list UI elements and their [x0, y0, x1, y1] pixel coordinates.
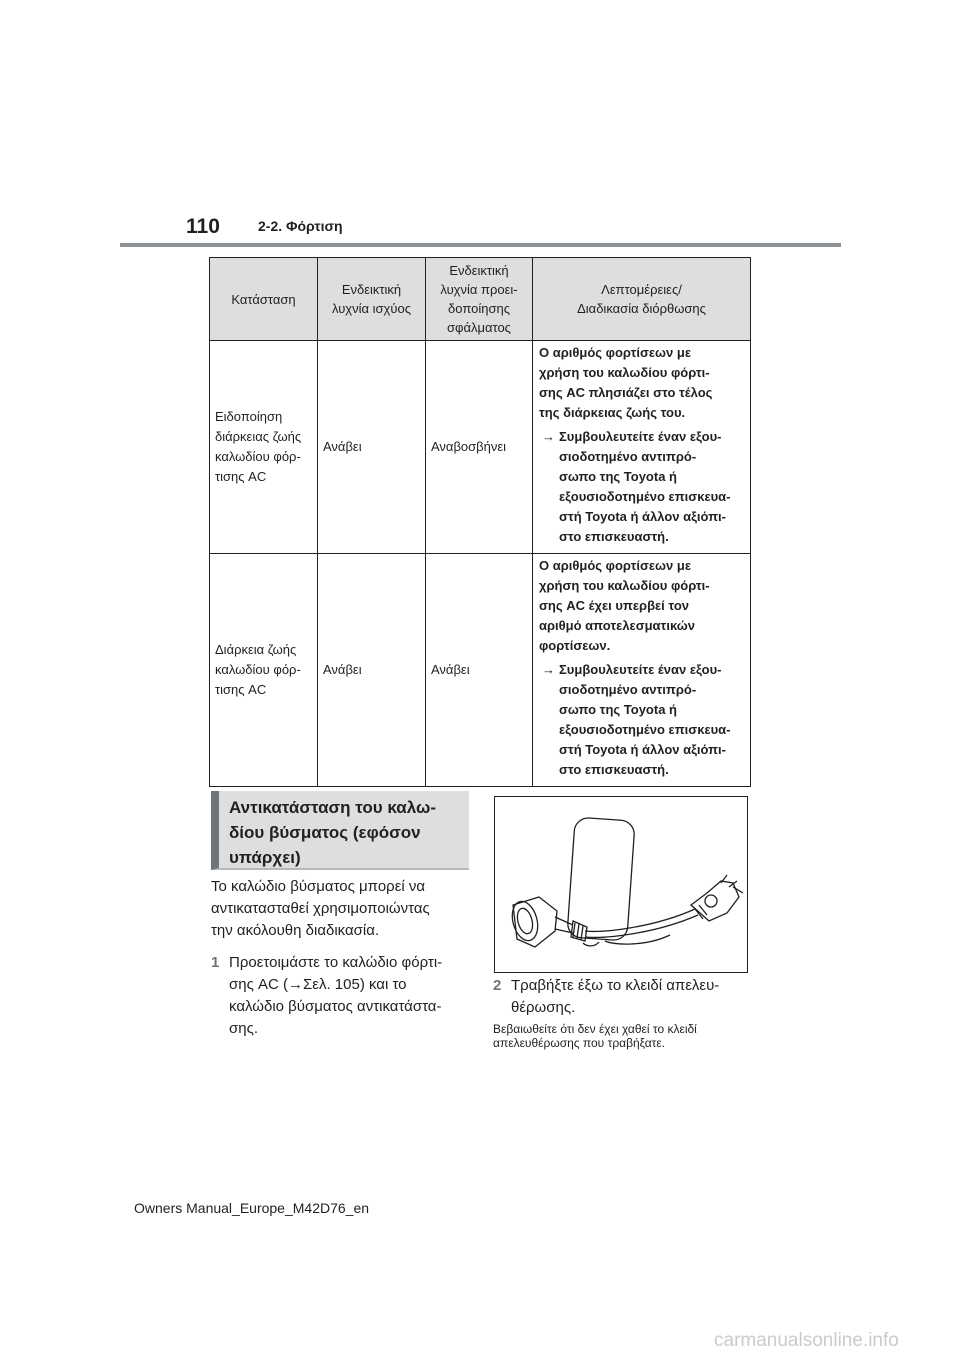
note-text: Βεβαιωθείτε ότι δεν έχει χαθεί το κλειδί απελευθέρωσης που τραβήξατε.: [493, 1022, 697, 1050]
indicator-status-table: [209, 257, 751, 787]
table-row: [210, 554, 751, 787]
table-header-row: [210, 258, 751, 341]
column-header-warning-light: Ενδεικτική λυχνία προει- δοποίησης σφάλματος: [426, 258, 533, 341]
footer-manual-id: Owners Manual_Europe_M42D76_en: [134, 1200, 370, 1216]
status-cell: Ειδοποίηση διάρκειας ζωής καλωδίου φόρ- τισης AC: [210, 341, 318, 554]
power-light-cell: Ανάβει: [318, 341, 426, 554]
column-header-status: Κατάσταση: [210, 258, 318, 341]
page-number: 110: [186, 215, 220, 238]
table-row: [210, 341, 751, 554]
column-header-details: Λεπτομέρειες/ Διαδικασία διόρθωσης: [533, 258, 751, 341]
column-header-power-light: Ενδεικτική λυχνία ισχύος: [318, 258, 426, 341]
status-cell: Διάρκεια ζωής καλωδίου φόρ- τισης AC: [210, 554, 318, 787]
section-label: 2-2. Φόρτιση: [258, 218, 343, 234]
section-heading: Αντικατάσταση του καλω- δίου βύσματος (εφόσον υπάρχει): [211, 791, 469, 870]
step-number: 1: [211, 954, 220, 971]
warning-light-cell: Αναβοσβήνει: [426, 341, 533, 554]
warning-light-cell: Ανάβει: [426, 554, 533, 787]
detail-cell: Ο αριθμός φορτίσεων με χρήση του καλωδίου φόρτι- σης AC έχει υπερβεί τον αριθμό αποτελεσματικών φορτίσεων. → Συμβουλευτείτε έναν εξου- σιοδοτημένο αντιπρό- σωπο της Toyota ή εξουσιοδοτημένο επισκευα- στή Toyota ή άλλον αξιόπι- στο επισκευαστή.: [533, 554, 751, 787]
detail-cell: Ο αριθμός φορτίσεων με χρήση του καλωδίου φόρτι- σης AC πλησιάζει στο τέλος της διάρκειας ζωής του. → Συμβουλευτείτε έναν εξου- σιοδοτημένο αντιπρό- σωπο της Toyota ή εξουσιοδοτημένο επισκευα- στή Toyota ή άλλον αξιόπι- στο επισκευαστή.: [533, 341, 751, 554]
charging-cable-plug-icon: [495, 797, 747, 972]
intro-paragraph: Το καλώδιο βύσματος μπορεί να αντικατασταθεί χρησιμοποιώντας την ακόλουθη διαδικασία.: [211, 878, 430, 939]
watermark: carmanualsonline.info: [714, 1330, 899, 1351]
step-number: 2: [493, 977, 502, 994]
arrow-right-icon: →: [542, 662, 555, 677]
power-light-cell: Ανάβει: [318, 554, 426, 787]
arrow-right-icon: →: [542, 429, 555, 444]
step-2: 2 Τραβήξτε έξω το κλειδί απελευ- θέρωσης.: [493, 977, 720, 1016]
step-1: 1 Προετοιμάστε το καλώδιο φόρτι- σης AC (→Σελ. 105) και το καλώδιο βύσματος αντικατάστα- σης.: [211, 954, 443, 1037]
header-rule: [120, 243, 841, 247]
plug-cable-illustration: [494, 796, 748, 973]
